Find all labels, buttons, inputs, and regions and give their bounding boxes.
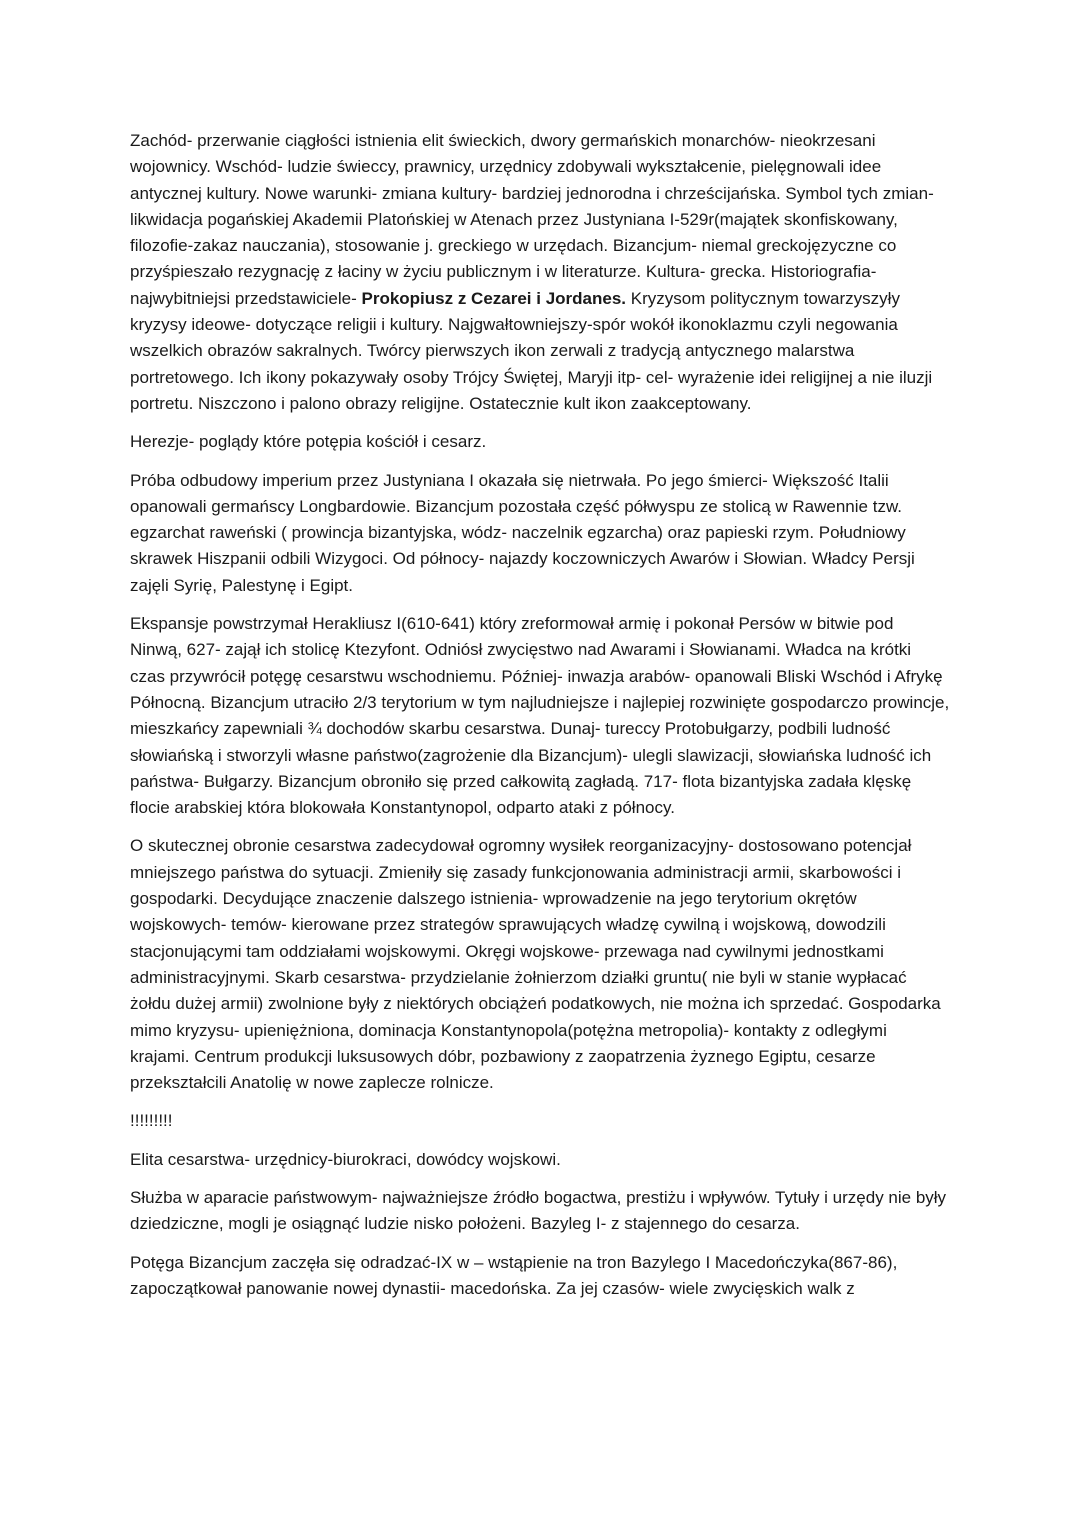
paragraph-heresies: Herezje- poglądy które potępia kościół i cesarz. bbox=[130, 432, 487, 452]
paragraph-reorganization: O skutecznej obronie cesarstwa zadecydował ogromny wysiłek reorganizacyjny- dostosowano potencjał mniejszego państwa do sytuacji. Zmieniły się zasady funkcjonowania administracji armii, skarbowości i gospodarki. Decydujące znaczenie dalszego istnienia- wprowadzenie na jego terytorium okrętów wojskowych- temów- kierowane przez strategów sprawujących władzę cywilną i wojskową, dowodzili stacjonującymi tam oddziałami wojskowymi. Okręgi wojskowe- przewaga nad cywilnymi jednostkami administracyjnymi. Skarb cesarstwa- przydzielanie żołnierzom działki gruntu( nie byli w stanie wypłacać żołdu dużej armii) zwolnione były z niektórych obciążeń podatkowych, nie można ich sprzedać. Gospodarka mimo kryzysu- upieniężniona, dominacja Konstantynopola(potężna metropolia)- kontakty z odległymi krajami. Centrum produkcji luksusowych dóbr, pozbawiony z zaopatrzenia żyznego Egiptu, cesarze przekształcili Anatolię w nowe zaplecze rolnicze. bbox=[130, 836, 941, 1093]
document-page bbox=[130, 128, 950, 1314]
paragraph-state-service: Służba w aparacie państwowym- najważniejsze źródło bogactwa, prestiżu i wpływów. Tytuły i urzędy nie były dziedziczne, mogli je osiągnąć ludzie nisko położeni. Bazyleg I- z stajennego do cesarza. bbox=[130, 1187, 947, 1234]
paragraph-text: Zachód- przerwanie ciągłości istnienia elit świeckich, dwory germańskich monarchów- nieokrzesani wojownicy. Wschód- ludzie świeccy, prawnicy, urzędnicy zdobywali wykształcenie, pielęgnowali idee antycznej kultury. Nowe warunki- zmiana kultury- bardziej jednorodna i chrześcijańska. Symbol tych zmian- likwidacja pogańskiej Akademii Platońskiej w Atenach przez Justyniana I-529r(majątek skonfiskowany, filozofie-zakaz nauczania), stosowanie j. greckiego w urzędach. Bizancjum- niemal greckojęzyczne co przyśpieszało rezygnację z łaciny w życiu publicznym i w literaturze. Kultura- grecka. Historiografia- najwybitniejsi przedstawiciele- bbox=[130, 131, 934, 308]
paragraph-elite: Elita cesarstwa- urzędnicy-biurokraci, dowódcy wojskowi. bbox=[130, 1149, 561, 1169]
paragraph-justinian-empire: Próba odbudowy imperium przez Justyniana I okazała się nietrwała. Po jego śmierci- Większość Italii opanowali germańscy Longbardowie. Bizancjum pozostała część półwyspu ze stolicą w Rawennie tzw. egzarchat raweński ( prowincja bizantyjska, wódz- naczelnik egzarcha) oraz papieski rzym. Południowy skrawek Hiszpanii odbili Wizygoci. Od północy- najazdy koczowniczych Awarów i Słowian. Władcy Persji zajęli Syrię, Palestynę i Egipt. bbox=[130, 470, 915, 595]
paragraph-text: Kryzysom politycznym towarzyszyły kryzysy ideowe- dotyczące religii i kultury. Najgwałtowniejszy-spór wokół ikonoklazmu czyli negowania wszelkich obrazów sakralnych. Twórcy pierwszych ikon zerwali z tradycją antycznego malarstwa portretowego. Ich ikony pokazywały osoby Trójcy Świętej, Maryji itp- cel- wyrażenie idei religijnej a nie iluzji portretu. Niszczono i palono obrazy religijne. Ostatecznie kult ikon zaakceptowany. bbox=[130, 288, 933, 413]
bold-historians: Prokopiusz z Cezarei i Jordanes. bbox=[361, 288, 627, 308]
paragraph-byzantine-culture bbox=[130, 128, 950, 417]
paragraph-heraclius: Ekspansje powstrzymał Herakliusz I(610-641) który zreformował armię i pokonał Persów w bitwie pod Ninwą, 627- zajął ich stolicę Ktezyfont. Odniósł zwycięstwo nad Awarami i Słowianami. Władca na krótki czas przywrócił potęgę cesarstwu wschodniemu. Później- inwazja arabów- opanowali Bliski Wschód i Afrykę Północną. Bizancjum utraciło 2/3 terytorium w tym najludniejsze i najlepiej rozwinięte gospodarczo prowincje, mieszkańcy zapewniali ¾ dochodów skarbu cesarstwa. Dunaj- tureccy Protobułgarzy, podbili ludność słowiańską i stworzyli własne państwo(zagrożenie dla Bizancjum)- ulegli slawizacji, słowiańska ludność ich państwa- Bułgarzy. Bizancjum obroniło się przed całkowitą zagładą. 717- flota bizantyjska zadała klęskę flocie arabskiej która blokowała Konstantynopol, odparto ataki z północy. bbox=[130, 614, 950, 818]
paragraph-macedonian-dynasty: Potęga Bizancjum zaczęła się odradzać-IX w – wstąpienie na tron Bazylego I Macedończyka(867-86), zapoczątkował panowanie nowej dynastii- macedońska. Za jej czasów- wiele zwycięskich walk z bbox=[130, 1252, 898, 1298]
paragraph-exclamation: !!!!!!!!! bbox=[130, 1111, 173, 1131]
